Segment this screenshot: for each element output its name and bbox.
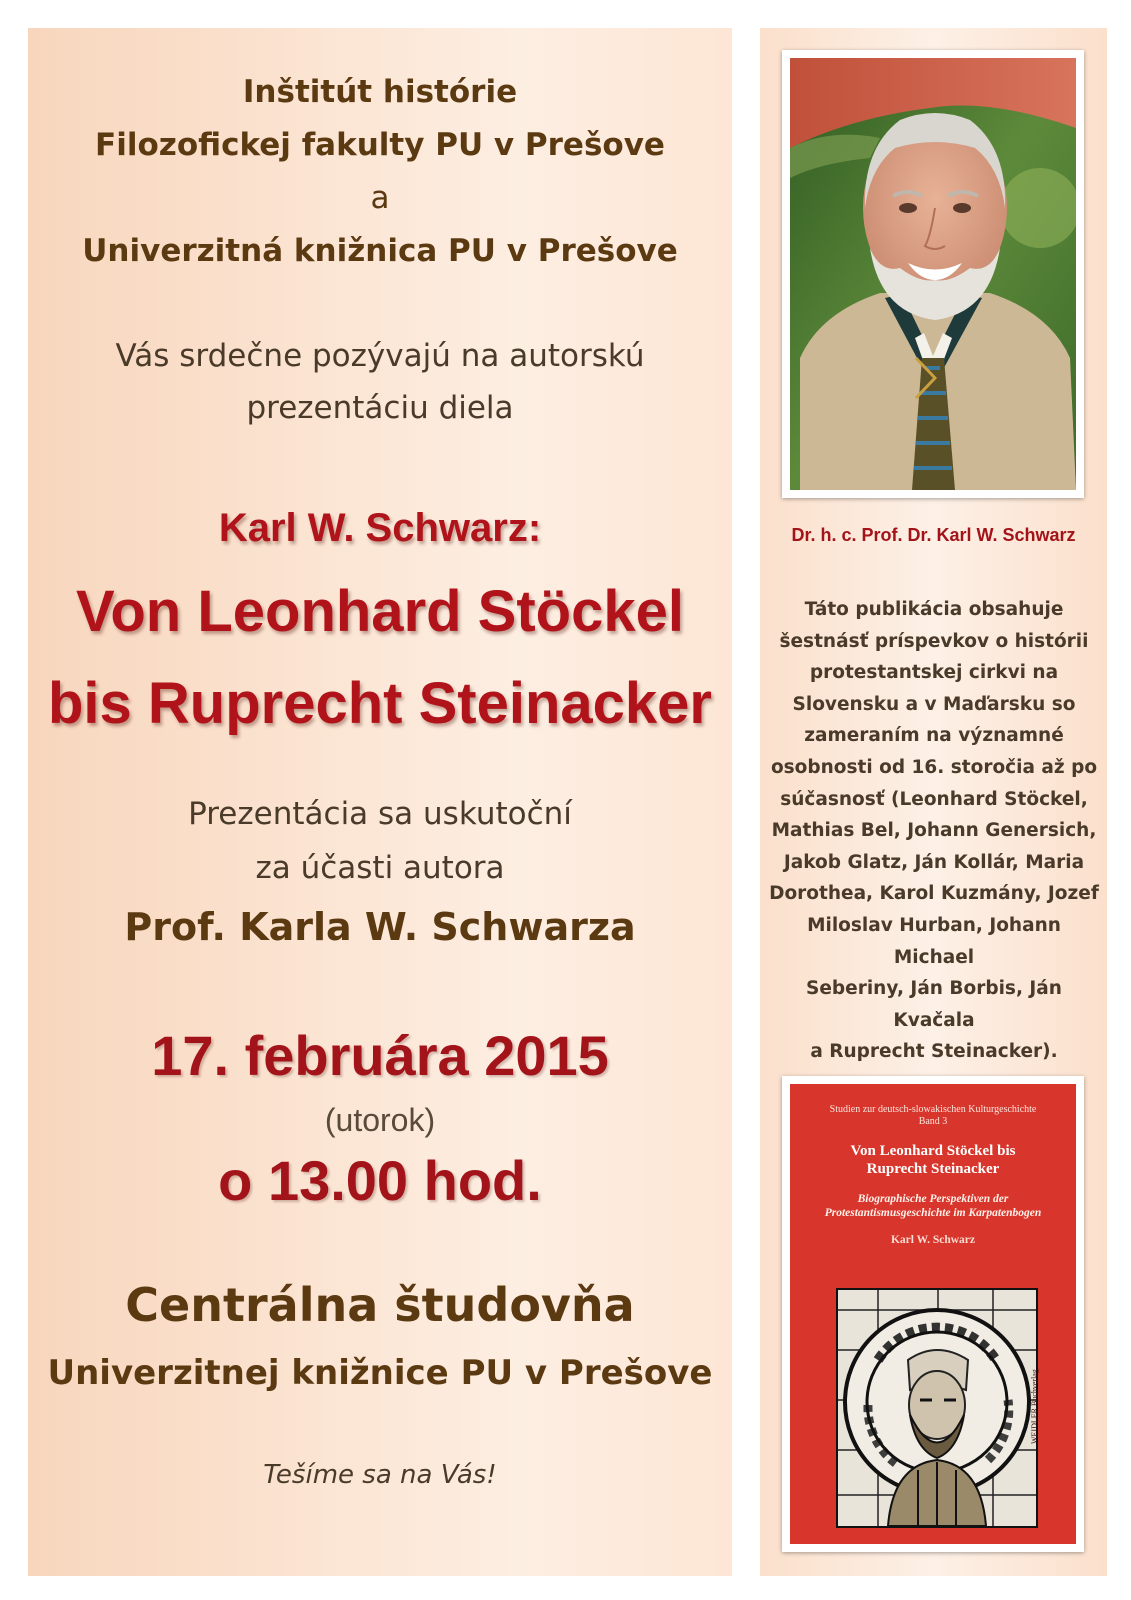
book-subtitle-line-1: Biographische Perspektiven der — [857, 1193, 1009, 1205]
author-portrait-image — [790, 58, 1076, 490]
photo-caption: Dr. h. c. Prof. Dr. Karl W. Schwarz — [791, 525, 1076, 545]
book-cover-frame — [782, 1076, 1084, 1552]
description-line: šestnásť príspevkov o histórii — [779, 630, 1089, 652]
presentation-line-2: za účasti autora — [255, 850, 505, 886]
venue-line-2: Univerzitnej knižnice PU v Prešove — [47, 1353, 713, 1393]
event-date: 17. februára 2015 — [151, 1024, 609, 1087]
description-line: Seberiny, Ján Borbis, Ján Kvačala — [806, 978, 1062, 1031]
venue-line-1: Centrálna študovňa — [125, 1278, 635, 1332]
description-line: protestantskej cirkvi na — [809, 662, 1059, 684]
book-subtitle-line-2: Protestantismusgeschichte im Karpatenbogen — [824, 1207, 1042, 1219]
description-line: Mathias Bel, Johann Genersich, — [771, 820, 1097, 842]
description-line: Slovensku a v Maďarsku so — [792, 693, 1076, 715]
book-author: Karl W. Schwarz — [890, 1234, 975, 1246]
event-weekday: (utorok) — [324, 1102, 436, 1138]
description-line: súčasnosť (Leonhard Stöckel, — [780, 788, 1088, 810]
stockel-portrait-image — [838, 1290, 1036, 1526]
organizer-conjunction: a — [370, 180, 390, 216]
closing-text: Tešíme sa na Vás! — [263, 1460, 497, 1490]
book-series-line-2: Band 3 — [918, 1116, 948, 1127]
work-author: Karl W. Schwarz: — [218, 506, 542, 550]
presenter-name: Prof. Karla W. Schwarza — [124, 905, 636, 949]
work-title-line-2: bis Ruprecht Steinacker — [48, 671, 712, 736]
book-subtitle — [790, 1192, 1076, 1220]
organizer-line-1: Inštitút histórie — [242, 74, 518, 110]
organizer-line-3: Univerzitná knižnica PU v Prešove — [82, 233, 678, 269]
stained-glass-portrait — [836, 1288, 1038, 1528]
book-series-line-1: Studien zur deutsch-slowakischen Kulturgeschichte — [829, 1104, 1037, 1115]
book-title-line-1: Von Leonhard Stöckel bis — [850, 1143, 1016, 1159]
description-line: a Ruprecht Steinacker). — [810, 1041, 1058, 1063]
author-photo — [782, 50, 1084, 498]
description-line: Jakob Glatz, Ján Kollár, Maria — [783, 851, 1085, 873]
invitation-line-2: prezentáciu diela — [246, 390, 514, 426]
description-line: Miloslav Hurban, Johann Michael — [807, 914, 1061, 968]
work-title-line-1: Von Leonhard Stöckel — [75, 579, 684, 644]
presentation-line-1: Prezentácia sa uskutoční — [188, 796, 572, 832]
book-series — [790, 1104, 1076, 1128]
book-cover — [790, 1084, 1076, 1544]
book-title — [790, 1142, 1076, 1178]
invitation-line-1: Vás srdečne pozývajú na autorskú — [115, 338, 645, 374]
book-title-line-2: Ruprecht Steinacker — [866, 1161, 1000, 1177]
description-line: zameraním na významné — [804, 725, 1064, 747]
organizer-line-2: Filozofickej fakulty PU v Prešove — [95, 127, 665, 163]
description-line: Táto publikácia obsahuje — [804, 599, 1064, 620]
description-line: osobnosti od 16. storočia až po — [770, 756, 1098, 778]
description-line: Dorothea, Karol Kuzmány, Jozef — [769, 883, 1099, 905]
book-description — [768, 594, 1100, 1068]
event-time: o 13.00 hod. — [218, 1149, 542, 1212]
book-publisher: WEIDLER Buchverlag — [1030, 1369, 1039, 1444]
left-panel — [28, 28, 732, 1576]
